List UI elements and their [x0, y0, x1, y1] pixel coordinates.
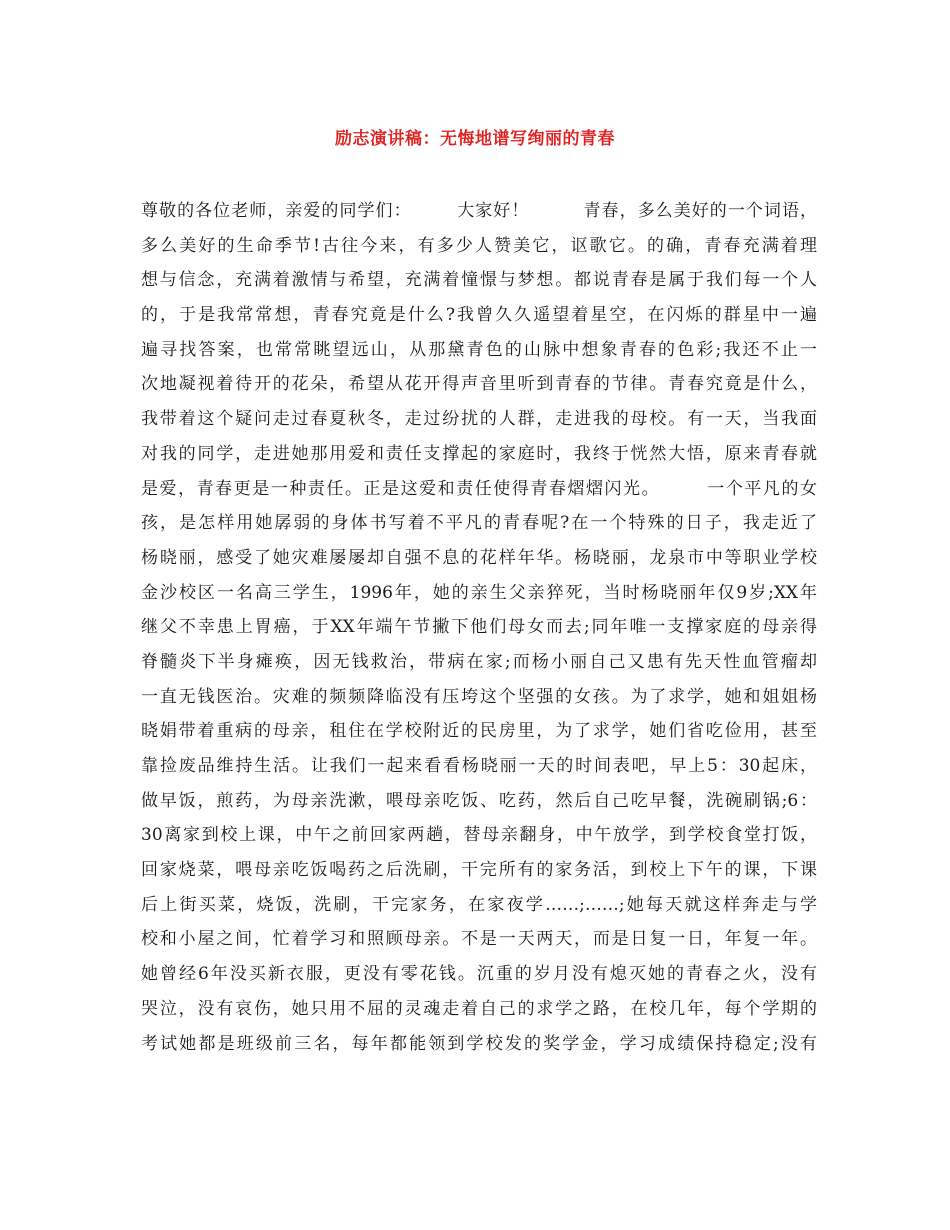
body-line: 脊髓炎下半身瘫痪，因无钱救治，带病在家;而杨小丽自己又患有先天性血管瘤却: [141, 651, 817, 672]
body-line: 想与信念，充满着激情与希望，充满着憧憬与梦想。都说青春是属于我们每一个人: [141, 270, 817, 291]
document-body: [141, 194, 817, 1061]
body-line: 次地凝视着待开的花朵，希望从花开得声音里听到青春的节律。青春究竟是什么，: [141, 374, 817, 395]
body-line: 一直无钱医治。灾难的频频降临没有压垮这个坚强的女孩。为了求学，她和姐姐杨: [141, 686, 817, 707]
body-line: 金沙校区一名高三学生，1996年，她的亲生父亲猝死，当时杨晓丽年仅9岁;XX年: [141, 582, 817, 603]
body-line: 的，于是我常常想，青春究竟是什么?我曾久久遥望着星空，在闪烁的群星中一遍: [141, 305, 817, 326]
body-line: 我带着这个疑问走过春夏秋冬，走过纷扰的人群，走进我的母校。有一天，当我面: [141, 409, 817, 430]
body-line: 继父不幸患上胃癌，于XX年端午节撇下他们母女而去;同年唯一支撑家庭的母亲得: [141, 617, 817, 638]
body-line: 校和小屋之间，忙着学习和照顾母亲。不是一天两天，而是日复一日，年复一年。: [141, 929, 817, 950]
body-line: 晓娟带着重病的母亲，租住在学校附近的民房里，为了求学，她们省吃俭用，甚至: [141, 721, 817, 742]
body-line: 哭泣，没有哀伤，她只用不屈的灵魂走着自己的求学之路，在校几年，每个学期的: [141, 998, 817, 1019]
body-line: 后上街买菜，烧饭，洗刷，干完家务，在家夜学……;……;她每天就这样奔走与学: [141, 894, 817, 915]
body-line: 多么美好的生命季节!古往今来，有多少人赞美它，讴歌它。的确，青春充满着理: [141, 235, 817, 256]
body-line: 是爱，青春更是一种责任。正是这爱和责任使得青春熠熠闪光。 一个平凡的女: [141, 478, 817, 499]
body-line: 尊敬的各位老师，亲爱的同学们： 大家好！ 青春，多么美好的一个词语，: [141, 201, 817, 221]
document-title: 励志演讲稿：无悔地谱写绚丽的青春: [335, 129, 615, 149]
body-line: 遍寻找答案，也常常眺望远山，从那黛青色的山脉中想象青春的色彩;我还不止一: [141, 339, 817, 360]
body-line: 做早饭，煎药，为母亲洗漱，喂母亲吃饭、吃药，然后自己吃早餐，洗碗刷锅;6：: [141, 790, 817, 811]
body-line: 考试她都是班级前三名，每年都能领到学校发的奖学金，学习成绩保持稳定;没有: [141, 1033, 817, 1054]
body-line: 对我的同学，走进她那用爱和责任支撑起的家庭时，我终于恍然大悟，原来青春就: [141, 443, 817, 464]
body-line: 她曾经6年没买新衣服，更没有零花钱。沉重的岁月没有熄灭她的青春之火，没有: [141, 964, 817, 985]
body-line: 孩，是怎样用她孱弱的身体书写着不平凡的青春呢?在一个特殊的日子，我走近了: [141, 513, 817, 534]
body-line: 靠捡废品维持生活。让我们一起来看看杨晓丽一天的时间表吧，早上5：30起床，: [141, 756, 817, 776]
body-line: 杨晓丽，感受了她灾难屡屡却自强不息的花样年华。杨晓丽，龙泉市中等职业学校: [141, 547, 817, 568]
body-line: 回家烧菜，喂母亲吃饭喝药之后洗刷，干完所有的家务活，到校上下午的课，下课: [141, 860, 817, 881]
body-line: 30离家到校上课，中午之前回家两趟，替母亲翻身，中午放学，到学校食堂打饭，: [141, 825, 817, 846]
